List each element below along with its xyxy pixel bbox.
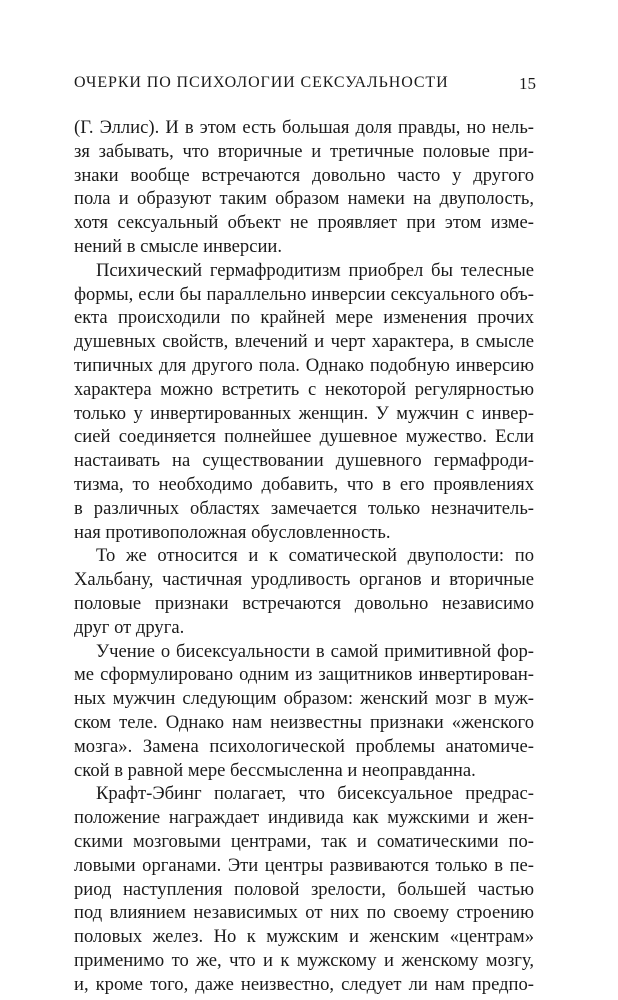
running-title: ОЧЕРКИ ПО ПСИХОЛОГИИ СЕКСУАЛЬНОСТИ	[74, 74, 449, 91]
text-line: Учение о бисексуальности в самой примитивной фор-	[96, 640, 534, 662]
text-line: ловыми органами. Эти центры развиваются только в пе-	[74, 854, 534, 876]
text-line: только у инвертированных женщин. У мужчин с инвер-	[74, 402, 534, 424]
running-head	[74, 74, 536, 94]
text-line: положение награждает индивида как мужскими и жен-	[74, 807, 534, 829]
text-line: риод наступления половой зрелости, большей частью	[74, 878, 534, 900]
text-line: зя забывать, что вторичные и третичные половые при-	[74, 140, 534, 162]
text-line: в различных областях замечается только незначитель-	[74, 497, 534, 519]
text-line: екта происходили по крайней мере изменения прочих	[74, 307, 534, 329]
text-line: друг от друга.	[74, 616, 185, 638]
body-text	[74, 116, 534, 996]
text-line: мозга». Замена психологической проблемы анатомиче-	[74, 735, 534, 757]
text-line: знаки вообще встречаются довольно часто у другого	[74, 164, 534, 186]
text-line: сией соединяется полнейшее душевное мужество. Если	[74, 426, 534, 448]
text-line: половые признаки встречаются довольно независимо	[74, 592, 534, 614]
text-line: нений в смысле инверсии.	[74, 235, 282, 257]
text-line: скими мозговыми центрами, так и соматическими по-	[74, 830, 534, 852]
text-line: типичных для другого пола. Однако подобную инверсию	[74, 354, 534, 376]
text-line: Психический гермафродитизм приобрел бы телесные	[96, 259, 534, 281]
text-line: пола и образуют таким образом намеки на двуполость,	[74, 188, 534, 210]
text-line: ме сформулировано одним из защитников инвертирован-	[74, 664, 534, 686]
text-line: настаивать на существовании душевного гермафроди-	[74, 450, 534, 472]
text-line: ском теле. Однако нам неизвестны признаки «женского	[74, 711, 534, 733]
text-line: хотя сексуальный объект не проявляет при этом изме-	[74, 212, 534, 234]
page-number: 15	[519, 74, 536, 93]
text-line: Крафт-Эбинг полагает, что бисексуальное предрас-	[96, 783, 534, 805]
text-line: Хальбану, частичная уродливость органов и вторичные	[74, 569, 534, 591]
text-line: половых желез. Но к мужским и женским «центрам»	[74, 926, 534, 948]
text-line: ской в равной мере бессмысленна и неоправданна.	[74, 759, 476, 781]
text-line: формы, если бы параллельно инверсии сексуального объ-	[74, 283, 534, 305]
text-line: тизма, то необходимо добавить, что в его проявлениях	[74, 473, 534, 495]
text-line: (Г. Эллис). И в этом есть большая доля правды, но нель-	[74, 117, 534, 138]
text-line: характера можно встретить с некоторой регулярностью	[74, 378, 534, 400]
text-line: применимо то же, что и к мужскому и женскому мозгу,	[74, 949, 534, 971]
text-line: ных мужчин следующим образом: женский мозг в муж-	[74, 688, 534, 710]
text-line: и, кроме того, даже неизвестно, следует ли нам предпо-	[74, 973, 534, 995]
text-line: То же относится и к соматической двуполости: по	[96, 545, 534, 567]
text-line: душевных свойств, влечений и черт характера, в смысле	[74, 331, 534, 353]
text-line: под влиянием независимых от них по своему строению	[74, 902, 534, 924]
text-line: ная противоположная обусловленность.	[74, 521, 391, 543]
